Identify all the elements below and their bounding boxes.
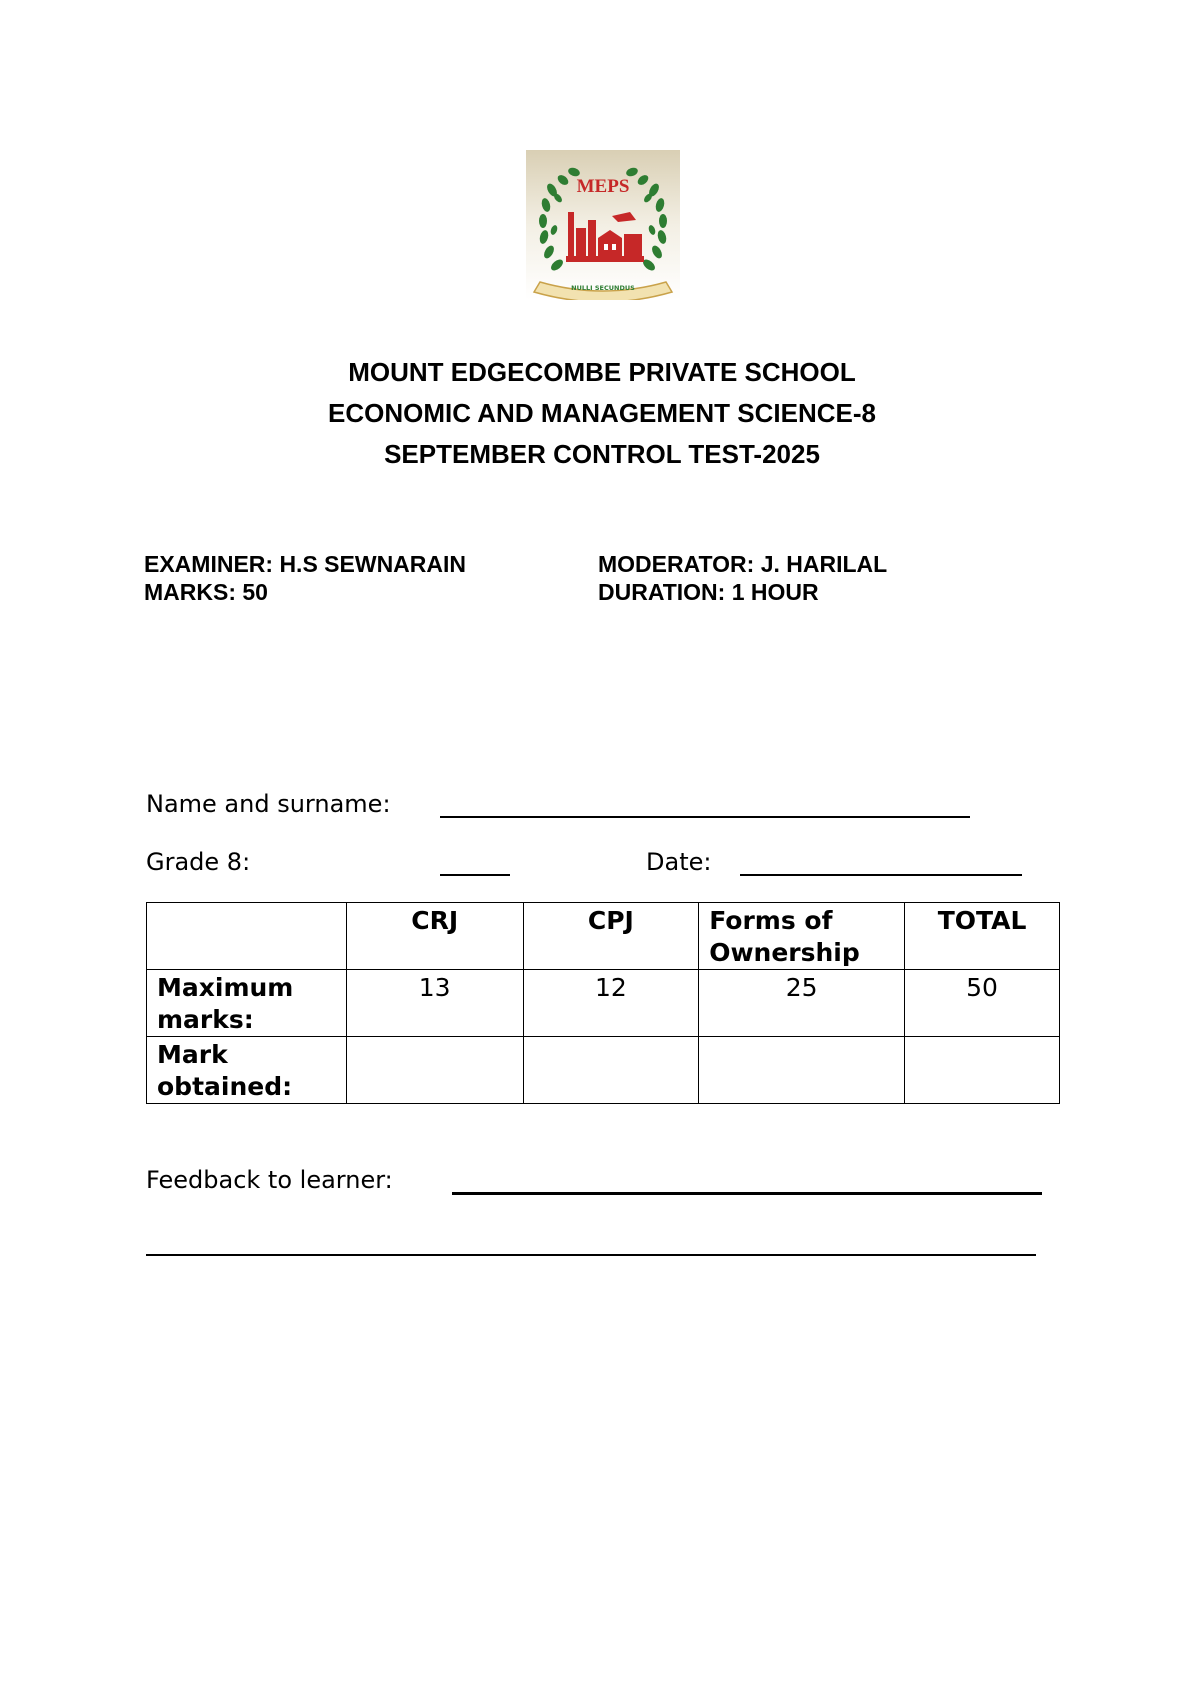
school-crest-logo bbox=[526, 150, 680, 300]
row-label-maximum-marks: Maximum marks: bbox=[147, 970, 347, 1037]
max-crj: 13 bbox=[346, 970, 523, 1037]
moderator-text: MODERATOR: J. HARILAL bbox=[598, 551, 888, 577]
test-title: SEPTEMBER CONTROL TEST-2025 bbox=[384, 439, 820, 469]
header-total: TOTAL bbox=[905, 903, 1060, 970]
header-cpj: CPJ bbox=[523, 903, 699, 970]
marks-text: MARKS: 50 bbox=[144, 579, 268, 605]
table-row bbox=[147, 1037, 1060, 1104]
max-total: 50 bbox=[905, 970, 1060, 1037]
examiner-text: EXAMINER: H.S SEWNARAIN bbox=[144, 551, 467, 577]
header-forms-of-ownership: Forms of Ownership bbox=[699, 903, 905, 970]
info-left bbox=[144, 550, 466, 606]
grade-label: Grade 8: bbox=[146, 848, 251, 876]
feedback-field-line-2[interactable] bbox=[146, 1254, 1036, 1256]
feedback-field-line[interactable] bbox=[452, 1192, 1042, 1195]
table-header-cell bbox=[147, 903, 347, 970]
title-block bbox=[0, 352, 1200, 475]
crest-motto: NULLI SECUNDUS bbox=[571, 284, 635, 292]
school-name: MOUNT EDGECOMBE PRIVATE SCHOOL bbox=[348, 357, 856, 387]
date-label: Date: bbox=[646, 848, 712, 876]
marks-table bbox=[146, 902, 1060, 1104]
name-label: Name and surname: bbox=[146, 790, 391, 818]
name-field-line[interactable] bbox=[440, 816, 970, 818]
max-forms-of-ownership: 25 bbox=[699, 970, 905, 1037]
feedback-label: Feedback to learner: bbox=[146, 1166, 393, 1194]
table-header-row bbox=[147, 903, 1060, 970]
obtained-forms-of-ownership-cell[interactable] bbox=[699, 1037, 905, 1104]
obtained-crj-cell[interactable] bbox=[346, 1037, 523, 1104]
row-label-mark-obtained: Mark obtained: bbox=[147, 1037, 347, 1104]
table-row bbox=[147, 970, 1060, 1037]
grade-field-line[interactable] bbox=[440, 874, 510, 876]
max-cpj: 12 bbox=[523, 970, 699, 1037]
info-right bbox=[598, 550, 887, 606]
header-crj: CRJ bbox=[346, 903, 523, 970]
subject-title: ECONOMIC AND MANAGEMENT SCIENCE-8 bbox=[328, 398, 876, 428]
obtained-total-cell[interactable] bbox=[905, 1037, 1060, 1104]
date-field-line[interactable] bbox=[740, 874, 1022, 876]
crest-title: MEPS bbox=[576, 176, 630, 197]
duration-text: DURATION: 1 HOUR bbox=[598, 579, 819, 605]
obtained-cpj-cell[interactable] bbox=[523, 1037, 699, 1104]
